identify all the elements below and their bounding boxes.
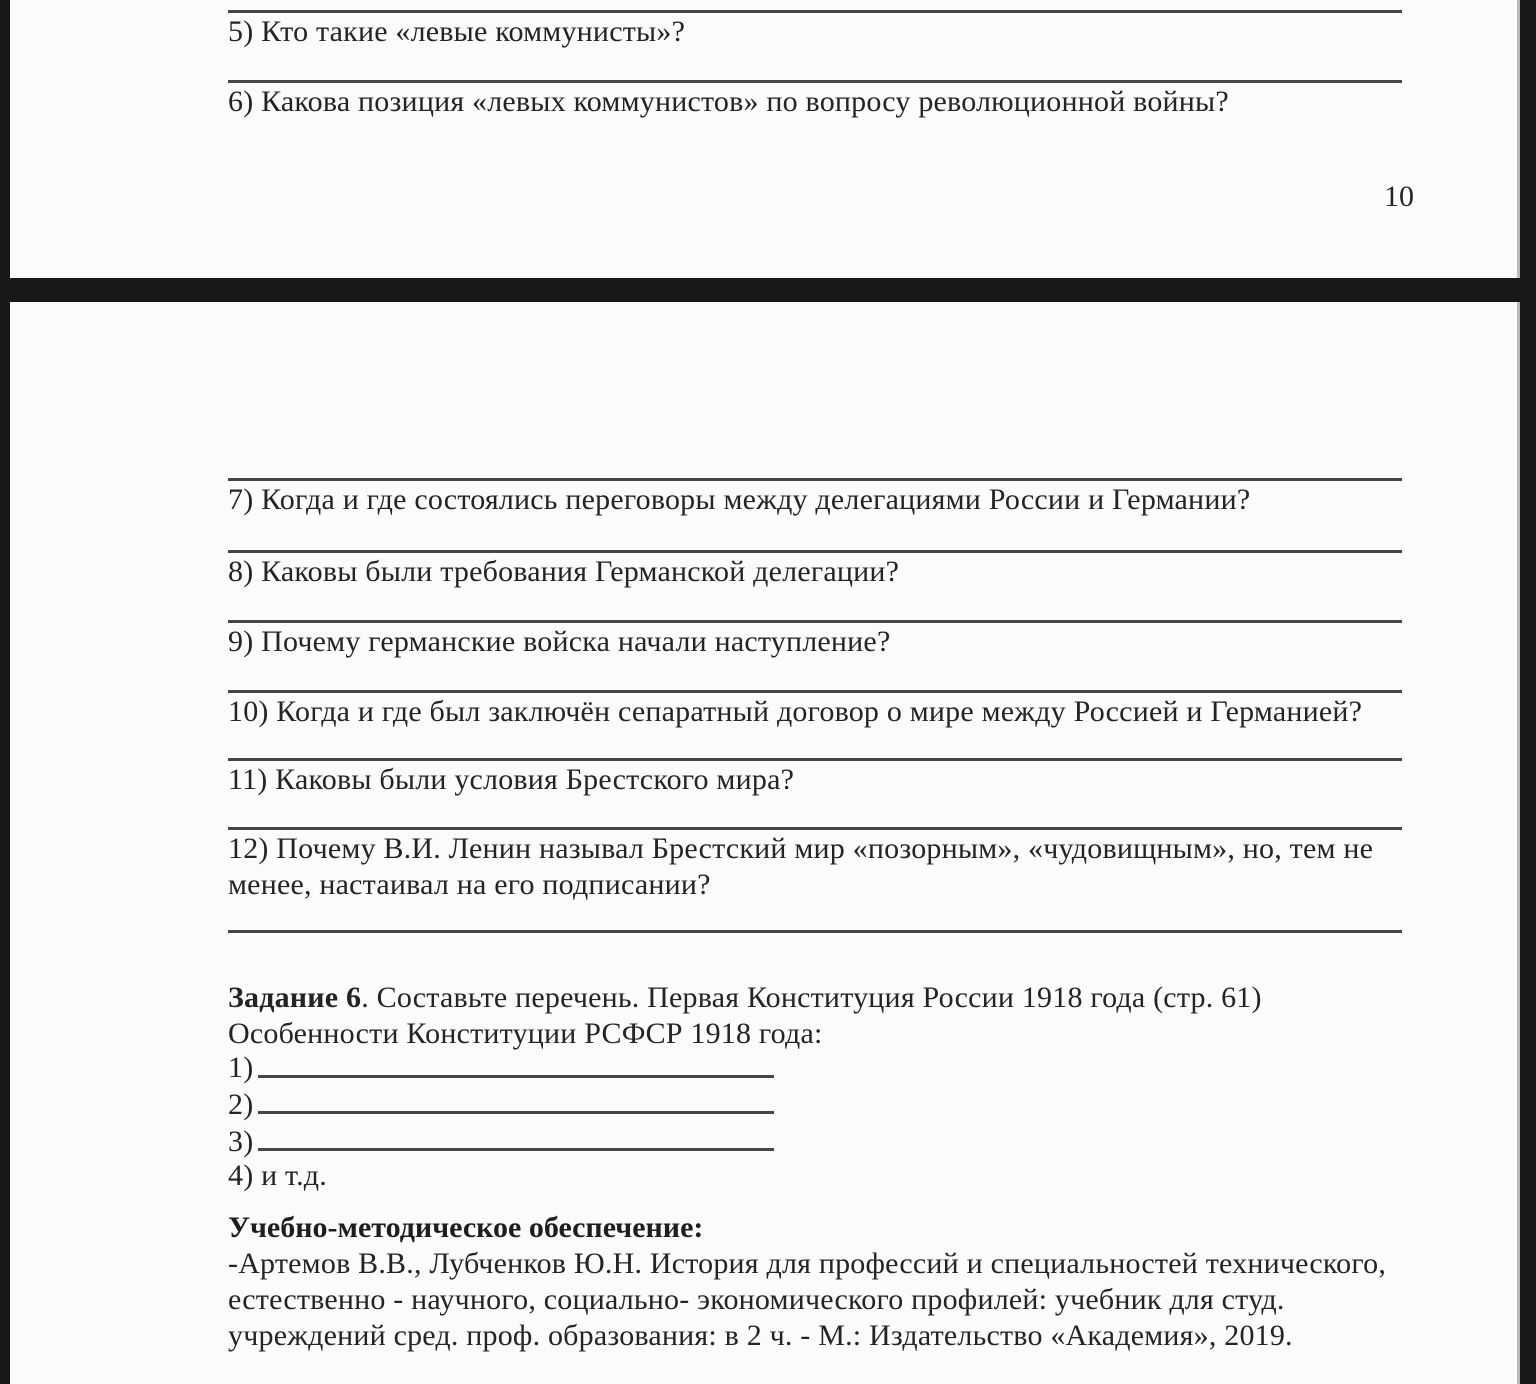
answer-line <box>228 80 1402 83</box>
answer-blank <box>258 1075 774 1078</box>
resources-reference-line-1: -Артемов В.В., Лубченков Ю.Н. История для профессий и специальностей технического, <box>228 1247 1387 1280</box>
question-8: 8) Каковы были требования Германской делегации? <box>228 555 900 588</box>
answer-line <box>228 827 1402 830</box>
answer-line <box>228 10 1402 13</box>
document-page-10 <box>10 0 1520 278</box>
task-6-item-4: 4) и т.д. <box>228 1159 327 1192</box>
answer-blank <box>258 1111 774 1114</box>
document-page-11 <box>10 302 1520 1384</box>
answer-line <box>228 690 1402 693</box>
question-6: 6) Какова позиция «левых коммунистов» по вопросу революционной войны? <box>228 85 1229 118</box>
task-6-block <box>228 980 1413 1052</box>
question-12-line-1: 12) Почему В.И. Ленин называл Брестский мир «позорным», «чудовищным», но, тем не <box>228 832 1374 865</box>
question-10: 10) Когда и где был заключён сепаратный договор о мире между Россией и Германией? <box>228 695 1363 728</box>
question-12 <box>228 831 1413 903</box>
resources-reference-line-2: естественно - научного, социально- экономического профилей: учебник для студ. <box>228 1283 1285 1316</box>
resources-reference <box>228 1246 1413 1354</box>
question-9: 9) Почему германские войска начали наступление? <box>228 625 891 658</box>
answer-line <box>228 478 1402 481</box>
answer-line <box>228 930 1402 933</box>
answer-line <box>228 620 1402 623</box>
task-6-item-1: 1) <box>228 1051 254 1084</box>
answer-blank <box>258 1148 774 1151</box>
question-11: 11) Каковы были условия Брестского мира? <box>228 763 795 796</box>
task-6-title-text: . Составьте перечень. Первая Конституция России 1918 года (стр. 61) <box>361 981 1262 1014</box>
task-6-title <box>228 980 1413 1016</box>
resources-heading: Учебно-методическое обеспечение: <box>228 1211 704 1244</box>
question-5: 5) Кто такие «левые коммунисты»? <box>228 15 686 48</box>
task-6-item-3: 3) <box>228 1125 254 1158</box>
question-12-line-2: менее, настаивал на его подписании? <box>228 868 711 901</box>
answer-line <box>228 550 1402 553</box>
question-7: 7) Когда и где состоялись переговоры между делегациями России и Германии? <box>228 483 1251 516</box>
page-number: 10 <box>1384 180 1414 213</box>
answer-line <box>228 758 1402 761</box>
resources-reference-line-3: учреждений сред. проф. образования: в 2 ч. - М.: Издательство «Академия», 2019. <box>228 1319 1293 1352</box>
task-6-title-label: Задание 6 <box>228 981 362 1014</box>
task-6-item-2: 2) <box>228 1088 254 1121</box>
task-6-subtitle: Особенности Конституции РСФСР 1918 года: <box>228 1017 823 1050</box>
